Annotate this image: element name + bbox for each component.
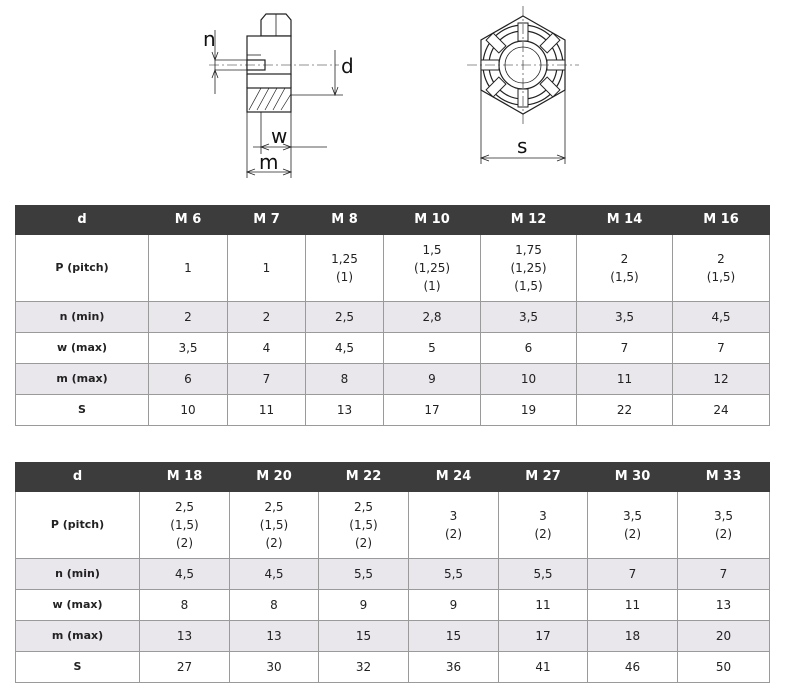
- cell-line: 2: [717, 252, 725, 266]
- table-cell: [481, 235, 577, 302]
- cell-line: 3,5: [622, 509, 643, 523]
- table-cell: 11: [577, 364, 673, 395]
- header-cell: M 10: [384, 206, 481, 235]
- table-cell: 30: [230, 652, 319, 683]
- cell-line: 2: [620, 252, 629, 266]
- spec-table-2: [15, 462, 770, 683]
- table-row: [16, 364, 770, 395]
- header-cell: M 6: [149, 206, 228, 235]
- table-cell: [409, 492, 499, 559]
- header-cell: d: [16, 206, 149, 235]
- cell-line: 1,25: [331, 252, 358, 266]
- row-label: S: [16, 652, 140, 683]
- table-cell: 5: [384, 333, 481, 364]
- header-cell: M 18: [140, 463, 230, 492]
- table-cell: 22: [577, 395, 673, 426]
- header-cell: M 24: [409, 463, 499, 492]
- header-cell: M 20: [230, 463, 319, 492]
- header-cell: M 30: [588, 463, 678, 492]
- cell-line: (2): [445, 527, 462, 541]
- header-cell: M 33: [678, 463, 770, 492]
- cell-line: 2,5: [174, 500, 195, 514]
- header-cell: M 12: [481, 206, 577, 235]
- cell-line: (2): [715, 527, 732, 541]
- cell-line: (1,5): [610, 270, 639, 284]
- cell-line: 3,5: [713, 509, 734, 523]
- table-cell: 10: [149, 395, 228, 426]
- table-cell: 11: [228, 395, 306, 426]
- spec-table-1: [15, 205, 770, 426]
- nut-technical-drawing: [143, 2, 639, 178]
- cell-line: 3: [539, 509, 547, 523]
- table-cell: 36: [409, 652, 499, 683]
- row-label: n (min): [16, 559, 140, 590]
- table-cell: 19: [481, 395, 577, 426]
- table-row: [16, 492, 770, 559]
- table-cell: 7: [678, 559, 770, 590]
- table-row: [16, 559, 770, 590]
- table-cell: 2: [228, 302, 306, 333]
- table-cell: 3,5: [481, 302, 577, 333]
- cell-line: 2,5: [353, 500, 374, 514]
- table-cell: 10: [481, 364, 577, 395]
- cell-line: (1,5): [706, 270, 736, 284]
- table-cell: 4,5: [230, 559, 319, 590]
- table-cell: 27: [140, 652, 230, 683]
- table-header-row: [16, 206, 770, 235]
- table-cell: 13: [230, 621, 319, 652]
- table-cell: 12: [673, 364, 770, 395]
- table-cell: 11: [588, 590, 678, 621]
- table-cell: 4,5: [306, 333, 384, 364]
- table-cell: [499, 492, 588, 559]
- table-cell: [577, 235, 673, 302]
- table-row: [16, 333, 770, 364]
- table-cell: 8: [140, 590, 230, 621]
- table-cell: 2: [149, 302, 228, 333]
- table-cell: 32: [319, 652, 409, 683]
- table-cell: 3,5: [149, 333, 228, 364]
- table-cell: [306, 235, 384, 302]
- row-label: S: [16, 395, 149, 426]
- table-cell: 3,5: [577, 302, 673, 333]
- label-d: d: [341, 54, 354, 78]
- table-cell: 9: [319, 590, 409, 621]
- row-label: P (pitch): [16, 492, 140, 559]
- cell-line: 1,5: [422, 243, 442, 257]
- table-cell: [230, 492, 319, 559]
- table-cell: 6: [149, 364, 228, 395]
- label-w: w: [271, 124, 288, 148]
- row-label: m (max): [16, 621, 140, 652]
- table-cell: 5,5: [499, 559, 588, 590]
- table-cell: 13: [306, 395, 384, 426]
- table-header-row: [16, 463, 770, 492]
- table-cell: 5,5: [319, 559, 409, 590]
- table-cell: [228, 235, 306, 302]
- table-cell: [319, 492, 409, 559]
- cell-line: 2,5: [264, 500, 284, 514]
- row-label: w (max): [16, 590, 140, 621]
- cell-line: (1,5): [170, 518, 199, 532]
- label-m: m: [259, 150, 279, 174]
- row-label: m (max): [16, 364, 149, 395]
- row-label: P (pitch): [16, 235, 149, 302]
- table-cell: 2,5: [306, 302, 384, 333]
- table-cell: 17: [499, 621, 588, 652]
- table-cell: 13: [140, 621, 230, 652]
- table-cell: 4,5: [140, 559, 230, 590]
- cell-line: (2): [624, 527, 641, 541]
- header-cell: M 7: [228, 206, 306, 235]
- table-cell: 8: [230, 590, 319, 621]
- cell-line: 1,75: [515, 243, 542, 257]
- cell-line: (1): [423, 279, 441, 293]
- header-cell: M 27: [499, 463, 588, 492]
- table-cell: 7: [588, 559, 678, 590]
- table-cell: [673, 235, 770, 302]
- cell-line: (1,5): [514, 279, 543, 293]
- table-cell: 6: [481, 333, 577, 364]
- table-cell: 41: [499, 652, 588, 683]
- table-cell: 18: [588, 621, 678, 652]
- header-cell: M 22: [319, 463, 409, 492]
- table-cell: 46: [588, 652, 678, 683]
- header-cell: M 16: [673, 206, 770, 235]
- cell-line: (1): [336, 270, 353, 284]
- table-cell: 4,5: [673, 302, 770, 333]
- table-cell: 17: [384, 395, 481, 426]
- cell-line: (1,25): [510, 261, 547, 275]
- row-label: w (max): [16, 333, 149, 364]
- header-cell: M 14: [577, 206, 673, 235]
- table-cell: 7: [228, 364, 306, 395]
- label-s: s: [517, 134, 528, 158]
- table-cell: 24: [673, 395, 770, 426]
- table-cell: [384, 235, 481, 302]
- table-cell: 50: [678, 652, 770, 683]
- table-cell: 4: [228, 333, 306, 364]
- cell-line: (1,25): [413, 261, 451, 275]
- table-cell: [149, 235, 228, 302]
- cell-line: (2): [176, 536, 193, 550]
- table-cell: [588, 492, 678, 559]
- table-cell: [140, 492, 230, 559]
- row-label: n (min): [16, 302, 149, 333]
- header-cell: d: [16, 463, 140, 492]
- table-cell: 20: [678, 621, 770, 652]
- table-cell: 7: [673, 333, 770, 364]
- table-cell: 9: [409, 590, 499, 621]
- cell-line: (1,5): [349, 518, 378, 532]
- table-cell: 11: [499, 590, 588, 621]
- table-row: [16, 235, 770, 302]
- table-row: [16, 395, 770, 426]
- cell-line: (2): [534, 527, 552, 541]
- table-row: [16, 590, 770, 621]
- table-row: [16, 621, 770, 652]
- table-cell: 8: [306, 364, 384, 395]
- cell-line: 1: [262, 261, 271, 275]
- table-cell: 15: [319, 621, 409, 652]
- table-cell: [678, 492, 770, 559]
- cell-line: (2): [265, 536, 283, 550]
- table-cell: 15: [409, 621, 499, 652]
- label-n: n: [203, 27, 216, 51]
- cell-line: (1,5): [259, 518, 289, 532]
- cell-line: 1: [184, 261, 192, 275]
- cell-line: (2): [355, 536, 372, 550]
- table-cell: 5,5: [409, 559, 499, 590]
- table-row: [16, 302, 770, 333]
- header-cell: M 8: [306, 206, 384, 235]
- table-cell: 2,8: [384, 302, 481, 333]
- cell-line: 3: [449, 509, 458, 523]
- table-cell: 9: [384, 364, 481, 395]
- table-row: [16, 652, 770, 683]
- table-cell: 13: [678, 590, 770, 621]
- table-cell: 7: [577, 333, 673, 364]
